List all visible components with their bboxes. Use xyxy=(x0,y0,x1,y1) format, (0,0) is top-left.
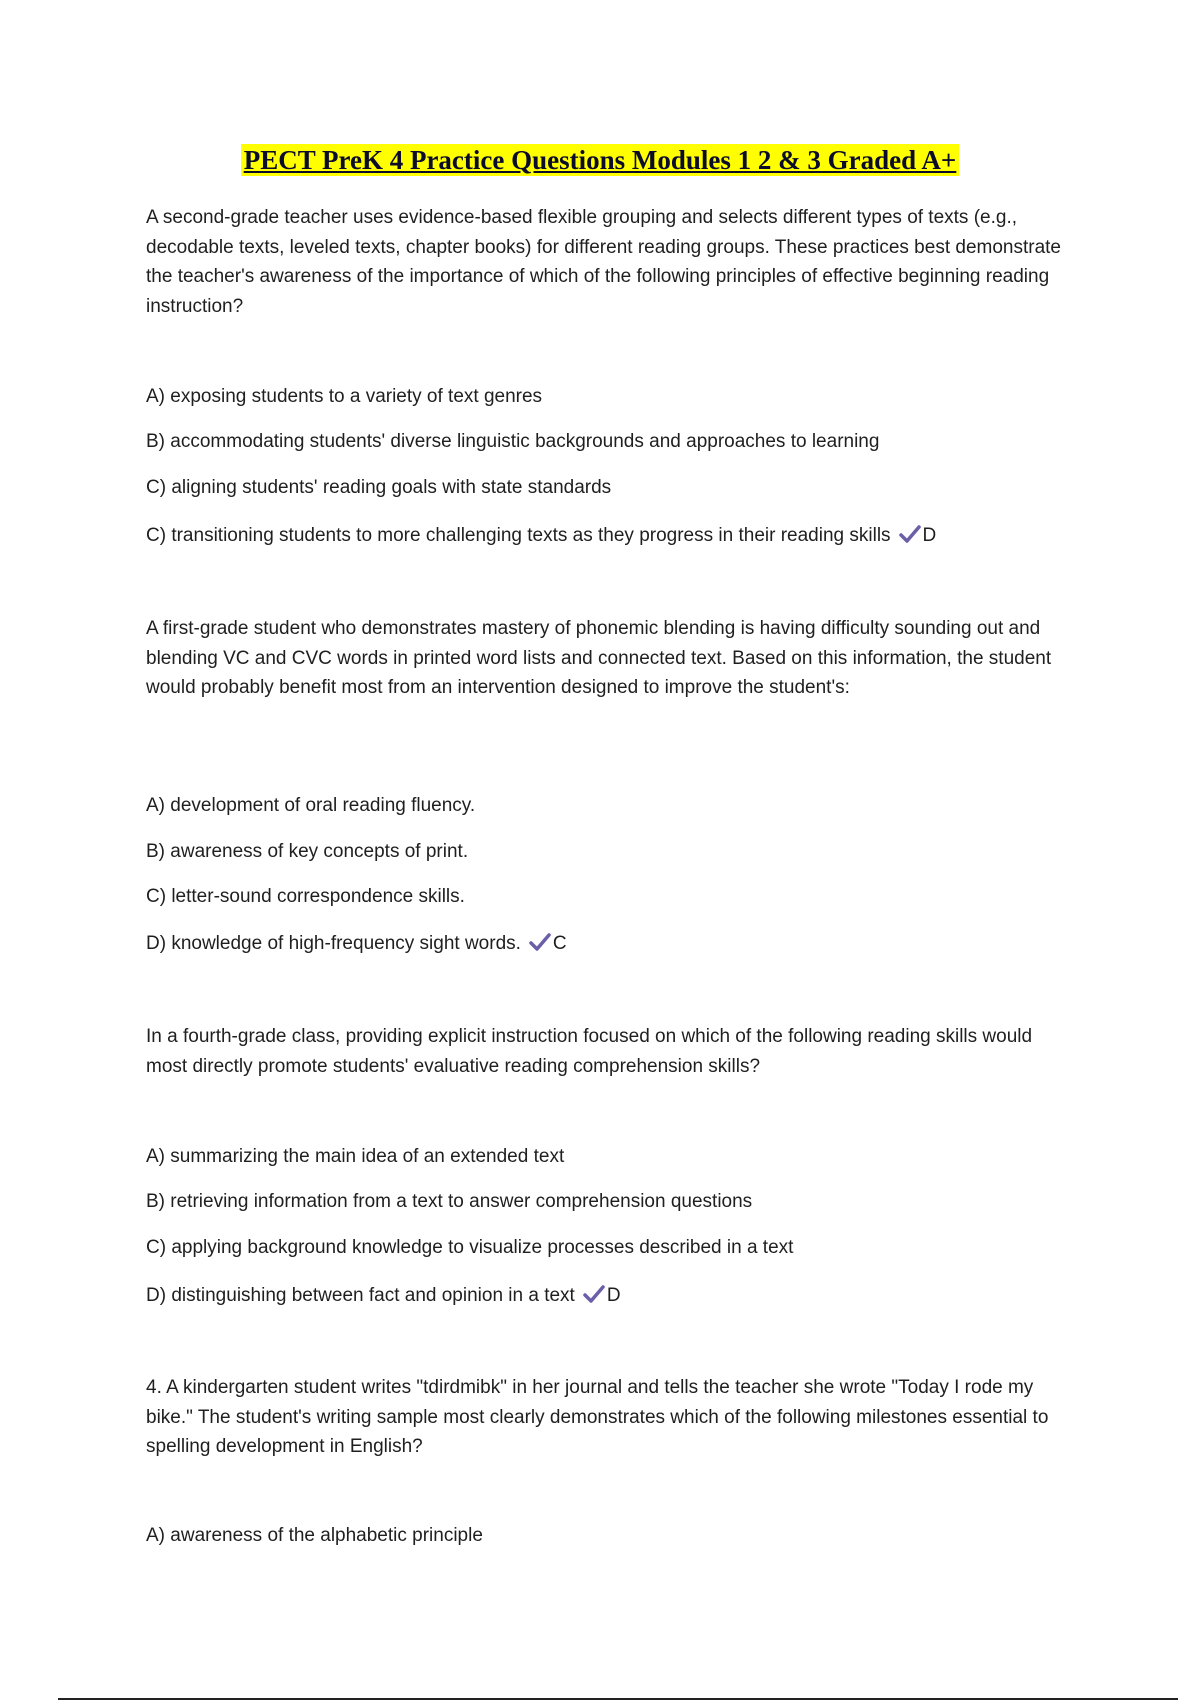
question-3-option-d-row xyxy=(146,1283,1066,1309)
question-2-option-a: A) development of oral reading fluency. xyxy=(146,795,476,816)
question-3-option-c: C) applying background knowledge to visualize processes described in a text xyxy=(146,1237,794,1258)
question-1-option-c: C) aligning students' reading goals with state standards xyxy=(146,477,612,498)
question-2-answer: C xyxy=(552,933,567,954)
question-3-option-a: A) summarizing the main idea of an extended text xyxy=(146,1146,565,1167)
question-4-option-a: A) awareness of the alphabetic principle xyxy=(146,1525,483,1546)
question-4-text: 4. A kindergarten student writes "tdirdmibk" in her journal and tells the teacher she wrote "Today I rode my bike." The student's writing sample most clearly demonstrates which of the following milestones essential to spelling development in English? xyxy=(146,1377,1049,1457)
question-2-option-b: B) awareness of key concepts of print. xyxy=(146,841,469,862)
question-1-answer: D xyxy=(922,525,937,546)
question-2-option-c: C) letter-sound correspondence skills. xyxy=(146,886,465,907)
checkmark-icon xyxy=(529,932,551,952)
question-1-text: A second-grade teacher uses evidence-based flexible grouping and selects different types of texts (e.g., decodable texts, leveled texts, chapter books) for different reading groups. These practices best demonstrate the teacher's awareness of the importance of which of the following principles of effective beginning reading instruction? xyxy=(146,207,1061,317)
question-3-option-d: D) distinguishing between fact and opinion in a text xyxy=(146,1285,575,1306)
question-2-option-d: D) knowledge of high-frequency sight words. xyxy=(146,933,521,954)
question-2-text: A first-grade student who demonstrates mastery of phonemic blending is having difficulty sounding out and blending VC and CVC words in printed word lists and connected text. Based on this information, the student would probably benefit most from an intervention designed to improve the student's: xyxy=(146,618,1052,698)
question-3-text: In a fourth-grade class, providing explicit instruction focused on which of the following reading skills would most directly promote students' evaluative reading comprehension skills? xyxy=(146,1026,1033,1077)
checkmark-icon xyxy=(583,1284,605,1304)
question-3-option-b: B) retrieving information from a text to answer comprehension questions xyxy=(146,1191,753,1212)
question-1-option-d-row xyxy=(146,523,1066,549)
checkmark-icon xyxy=(899,524,921,544)
question-3-answer: D xyxy=(606,1285,621,1306)
question-1-option-b: B) accommodating students' diverse linguistic backgrounds and approaches to learning xyxy=(146,431,880,452)
question-2-option-d-row xyxy=(146,931,1066,957)
document-title: PECT PreK 4 Practice Questions Modules 1 2 & 3 Graded A+ xyxy=(241,144,960,176)
question-1-option-a: A) exposing students to a variety of text genres xyxy=(146,386,543,407)
question-1-option-d: C) transitioning students to more challenging texts as they progress in their reading skills xyxy=(146,525,891,546)
title-container xyxy=(0,144,1200,176)
